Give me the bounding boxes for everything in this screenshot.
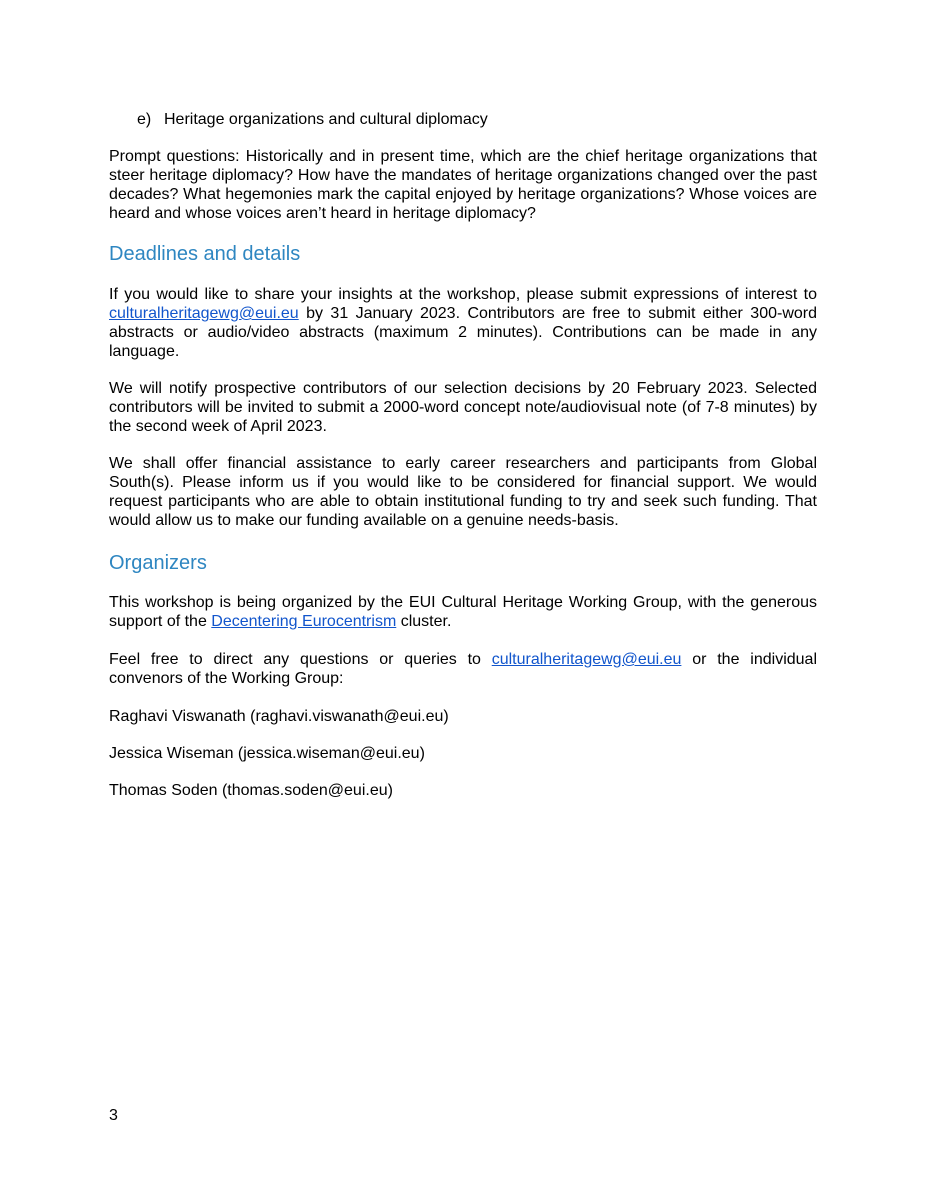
organizers-heading: Organizers	[109, 552, 207, 574]
contact-jessica: Jessica Wiseman (jessica.wiseman@eui.eu)	[109, 745, 425, 762]
organizers-p1-text-before: This workshop is being organized by the EUI Cultural Heritage Working Group, with the generous support of the	[109, 594, 817, 630]
deadlines-heading: Deadlines and details	[109, 243, 301, 265]
organizers-paragraph-2	[109, 650, 817, 688]
list-marker: e)	[137, 111, 152, 128]
email-link[interactable]: culturalheritagewg@eui.eu	[491, 651, 682, 668]
organizers-p1-text-after: cluster.	[396, 613, 452, 630]
decentering-eurocentrism-link[interactable]: Decentering Eurocentrism	[211, 613, 397, 630]
email-link[interactable]: culturalheritagewg@eui.eu	[109, 305, 299, 322]
deadlines-p1-text-after: by 31 January 2023. Contributors are free to submit either 300-word abstracts or audio/video abstracts (maximum 2 minutes). Contributions can be made in any language.	[109, 305, 817, 360]
list-item-text: Heritage organizations and cultural diplomacy	[164, 111, 488, 128]
contact-thomas: Thomas Soden (thomas.soden@eui.eu)	[109, 782, 393, 799]
deadlines-paragraph-2: We will notify prospective contributors of our selection decisions by 20 February 2023. Selected contributors will be invited to submit a 2000-word concept note/audiovisual note (of 7-8 minutes) by the second week of April 2023.	[109, 380, 817, 435]
page-number: 3	[109, 1107, 118, 1124]
organizers-p2-text-after: or the individual convenors of the Working Group:	[109, 651, 817, 687]
deadlines-paragraph-3: We shall offer financial assistance to early career researchers and participants from Global South(s). Please inform us if you would like to be considered for financial support. We would request participants who are able to obtain institutional funding to try and seek such funding. That would allow us to make our funding available on a genuine needs-basis.	[109, 455, 817, 529]
deadlines-paragraph-1	[109, 285, 817, 361]
organizers-paragraph-1	[109, 593, 817, 631]
contact-raghavi: Raghavi Viswanath (raghavi.viswanath@eui.eu)	[109, 708, 449, 725]
organizers-p2-text-before: Feel free to direct any questions or queries to	[109, 651, 492, 668]
list-item-e	[137, 110, 488, 130]
prompt-questions-paragraph: Prompt questions: Historically and in present time, which are the chief heritage organizations that steer heritage diplomacy? How have the mandates of heritage organizations changed over the past decades? What hegemonies mark the capital enjoyed by heritage organizations? Whose voices are heard and whose voices aren’t heard in heritage diplomacy?	[109, 148, 817, 222]
deadlines-p1-text-before: If you would like to share your insights at the workshop, please submit expressions of interest to	[109, 286, 817, 303]
